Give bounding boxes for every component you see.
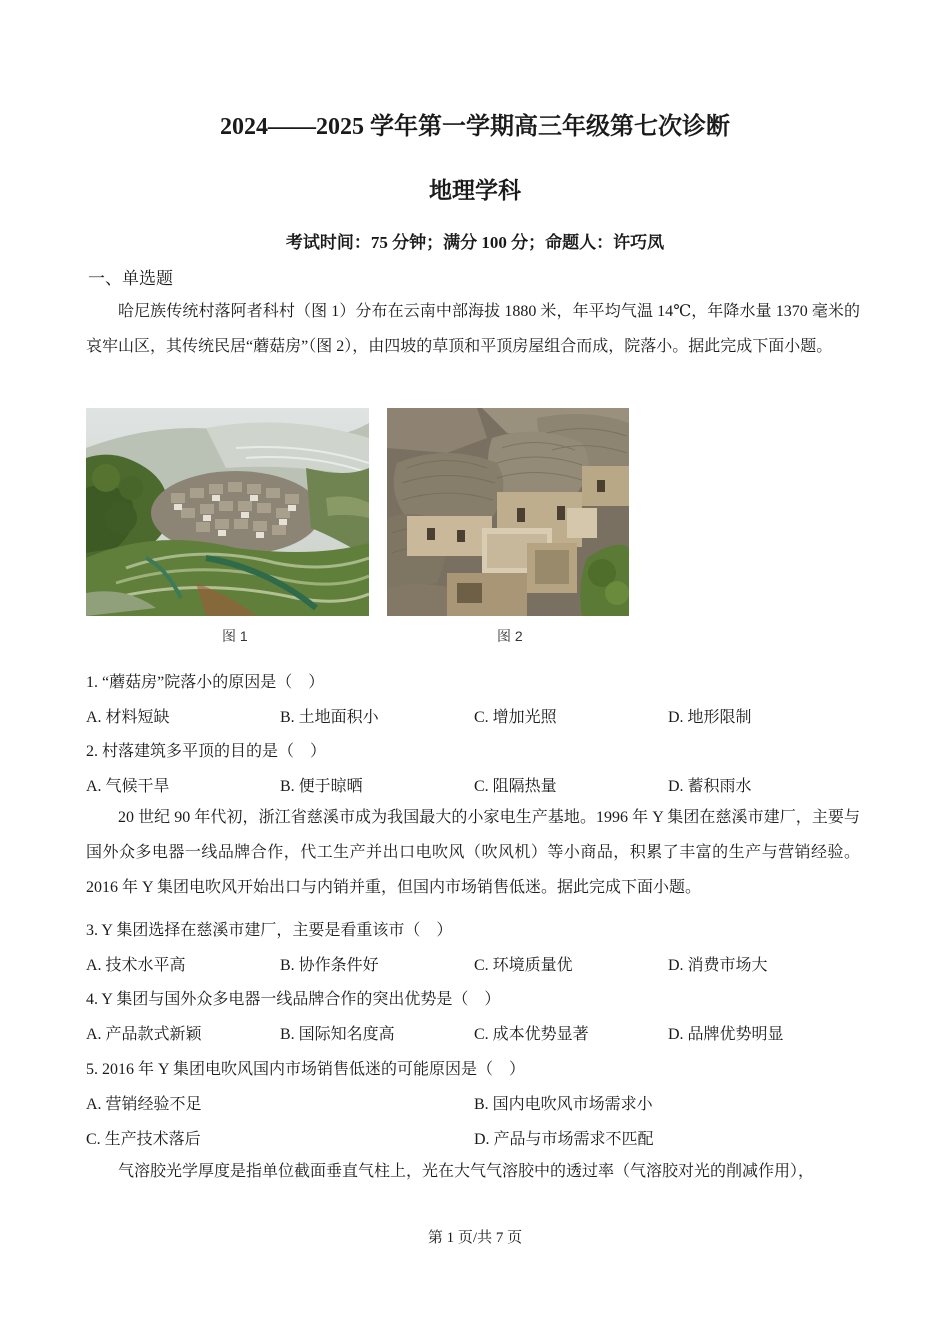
option-d: D. 蓄积雨水 bbox=[668, 778, 752, 795]
figure-1-caption: 图 1 bbox=[222, 628, 248, 644]
option-d: D. 消费市场大 bbox=[668, 957, 768, 974]
question-3-options bbox=[86, 952, 866, 974]
question-2-stem: 2. 村落建筑多平顶的目的是（ ） bbox=[86, 743, 327, 760]
exam-title: 2024——2025 学年第一学期高三年级第七次诊断 bbox=[220, 114, 730, 140]
option-c: C. 生产技术落后 bbox=[86, 1131, 201, 1148]
option-b: B. 便于晾晒 bbox=[280, 778, 363, 795]
option-d: D. 地形限制 bbox=[668, 709, 752, 726]
page-number: 第 1 页/共 7 页 bbox=[427, 1230, 523, 1246]
option-a: A. 产品款式新颖 bbox=[86, 1026, 202, 1043]
option-a: A. 技术水平高 bbox=[86, 957, 186, 974]
question-1-stem: 1. “蘑菇房”院落小的原因是（ ） bbox=[86, 674, 325, 691]
question-5-options-row-1 bbox=[86, 1091, 866, 1113]
question-3-stem: 3. Y 集团选择在慈溪市建厂，主要是看重该市（ ） bbox=[86, 922, 453, 939]
question-1-options bbox=[86, 704, 866, 726]
option-b: B. 土地面积小 bbox=[280, 709, 379, 726]
option-d: D. 品牌优势明显 bbox=[668, 1026, 784, 1043]
passage-1: 哈尼族传统村落阿者科村（图 1）分布在云南中部海拔 1880 米，年平均气温 14℃，年降水量 1370 毫米的哀牢山区，其传统民居“蘑菇房”（图 2），由四坡的草顶和平顶房屋组合而成，院落小。据此完成下面小题。 bbox=[86, 303, 860, 355]
option-a: A. 材料短缺 bbox=[86, 709, 170, 726]
figure-2-caption: 图 2 bbox=[497, 628, 523, 644]
exam-info: 考试时间：75 分钟；满分 100 分；命题人：许巧凤 bbox=[285, 233, 665, 252]
question-4-stem: 4. Y 集团与国外众多电器一线品牌合作的突出优势是（ ） bbox=[86, 991, 501, 1008]
option-c: C. 阻隔热量 bbox=[474, 778, 557, 795]
question-5-stem: 5. 2016 年 Y 集团电吹风国内市场销售低迷的可能原因是（ ） bbox=[86, 1061, 525, 1078]
subject-title: 地理学科 bbox=[429, 178, 521, 203]
figure-1-village-photo bbox=[86, 408, 369, 616]
option-a: A. 营销经验不足 bbox=[86, 1096, 202, 1113]
option-d: D. 产品与市场需求不匹配 bbox=[474, 1131, 654, 1148]
question-2-options bbox=[86, 773, 866, 795]
question-5-options-row-2 bbox=[86, 1126, 866, 1148]
option-a: A. 气候干旱 bbox=[86, 778, 170, 795]
option-c: C. 成本优势显著 bbox=[474, 1026, 589, 1043]
passage-2: 20 世纪 90 年代初，浙江省慈溪市成为我国最大的小家电生产基地。1996 年 Y 集团在慈溪市建厂，主要与国外众多电器一线品牌合作，代工生产并出口电吹风（吹风机）等小商品，积累了丰富的生产与营销经验。2016 年 Y 集团电吹风开始出口与内销并重，但国内市场销售低迷。据此完成下面小题。 bbox=[86, 809, 860, 896]
option-b: B. 协作条件好 bbox=[280, 957, 379, 974]
option-c: C. 环境质量优 bbox=[474, 957, 573, 974]
passage-3: 气溶胶光学厚度是指单位截面垂直气柱上，光在大气气溶胶中的透过率（气溶胶对光的削减作用）， bbox=[118, 1163, 815, 1180]
option-c: C. 增加光照 bbox=[474, 709, 557, 726]
section-heading: 一、单选题 bbox=[88, 269, 173, 288]
option-b: B. 国内电吹风市场需求小 bbox=[474, 1096, 653, 1113]
option-b: B. 国际知名度高 bbox=[280, 1026, 395, 1043]
figure-2-mushroom-house-photo bbox=[387, 408, 629, 616]
question-4-options bbox=[86, 1021, 866, 1043]
